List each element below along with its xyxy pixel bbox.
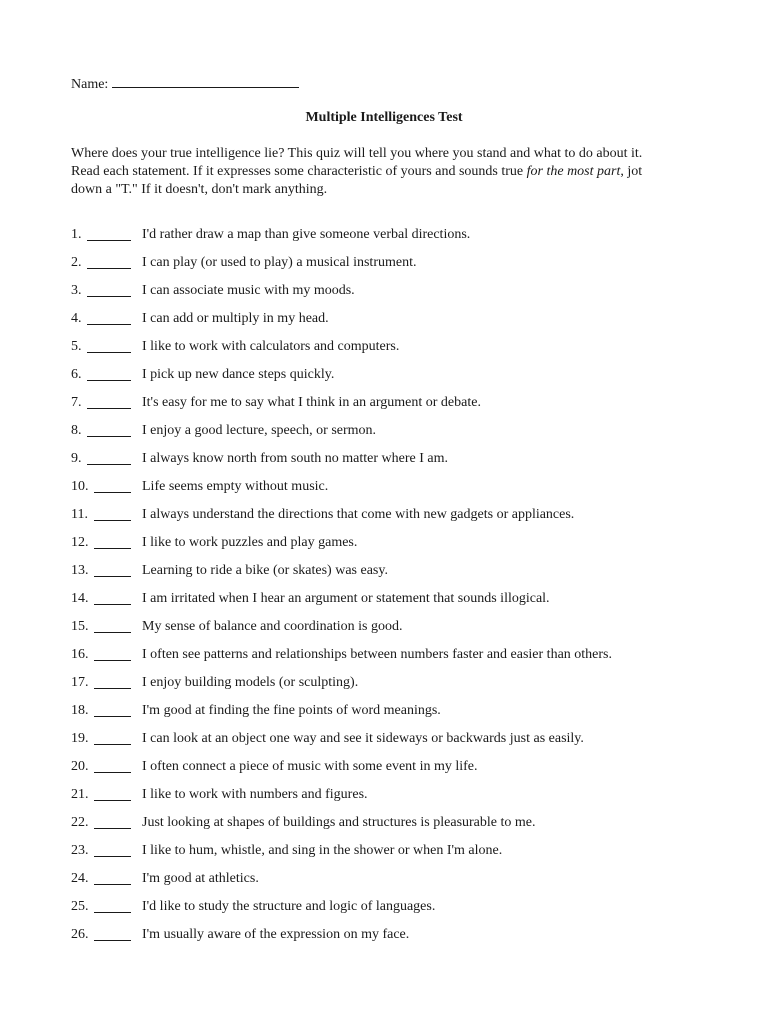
answer-blank[interactable] bbox=[87, 268, 131, 269]
list-item bbox=[71, 562, 731, 590]
item-number: 3. bbox=[71, 283, 82, 298]
item-number: 18. bbox=[71, 703, 89, 718]
name-row bbox=[71, 74, 299, 93]
intro-line-1: Where does your true intelligence lie? This quiz will tell you where you stand and what to do about it. bbox=[71, 146, 643, 161]
list-item bbox=[71, 870, 731, 898]
statement-list bbox=[71, 226, 731, 954]
item-number: 5. bbox=[71, 339, 82, 354]
item-statement: I enjoy building models (or sculpting). bbox=[142, 675, 359, 690]
list-item bbox=[71, 730, 731, 758]
answer-blank[interactable] bbox=[94, 912, 131, 913]
list-item bbox=[71, 842, 731, 870]
item-number: 4. bbox=[71, 311, 82, 326]
item-statement: I like to work puzzles and play games. bbox=[142, 535, 358, 550]
answer-blank[interactable] bbox=[87, 380, 131, 381]
item-number: 1. bbox=[71, 227, 82, 242]
answer-blank[interactable] bbox=[94, 940, 131, 941]
answer-blank[interactable] bbox=[94, 744, 131, 745]
answer-blank[interactable] bbox=[87, 240, 131, 241]
item-number: 23. bbox=[71, 843, 89, 858]
item-number: 26. bbox=[71, 927, 89, 942]
item-statement: I can look at an object one way and see it sideways or backwards just as easily. bbox=[142, 731, 584, 746]
list-item bbox=[71, 814, 731, 842]
item-statement: Learning to ride a bike (or skates) was easy. bbox=[142, 563, 388, 578]
intro-line-2 bbox=[71, 163, 711, 181]
list-item bbox=[71, 534, 731, 562]
answer-blank[interactable] bbox=[87, 436, 131, 437]
item-number: 25. bbox=[71, 899, 89, 914]
list-item bbox=[71, 310, 731, 338]
item-number: 22. bbox=[71, 815, 89, 830]
page-title: Multiple Intelligences Test bbox=[305, 110, 463, 125]
answer-blank[interactable] bbox=[94, 632, 131, 633]
item-statement: I can associate music with my moods. bbox=[142, 283, 355, 298]
list-item bbox=[71, 786, 731, 814]
item-statement: I'd like to study the structure and logic of languages. bbox=[142, 899, 436, 914]
answer-blank[interactable] bbox=[94, 548, 131, 549]
item-statement: I always know north from south no matter where I am. bbox=[142, 451, 448, 466]
item-number: 19. bbox=[71, 731, 89, 746]
answer-blank[interactable] bbox=[94, 492, 131, 493]
item-statement: It's easy for me to say what I think in an argument or debate. bbox=[142, 395, 481, 410]
list-item bbox=[71, 450, 731, 478]
item-number: 8. bbox=[71, 423, 82, 438]
answer-blank[interactable] bbox=[87, 464, 131, 465]
answer-blank[interactable] bbox=[94, 576, 131, 577]
list-item bbox=[71, 338, 731, 366]
intro-paragraph bbox=[71, 145, 711, 199]
list-item bbox=[71, 366, 731, 394]
item-statement: I always understand the directions that come with new gadgets or appliances. bbox=[142, 507, 575, 522]
list-item bbox=[71, 702, 731, 730]
answer-blank[interactable] bbox=[94, 688, 131, 689]
item-number: 11. bbox=[71, 507, 88, 522]
intro-line-2-end: , jot bbox=[620, 164, 643, 179]
list-item bbox=[71, 226, 731, 254]
answer-blank[interactable] bbox=[94, 772, 131, 773]
list-item bbox=[71, 282, 731, 310]
answer-blank[interactable] bbox=[94, 856, 131, 857]
list-item bbox=[71, 478, 731, 506]
answer-blank[interactable] bbox=[94, 828, 131, 829]
item-statement: I like to work with calculators and computers. bbox=[142, 339, 400, 354]
list-item bbox=[71, 646, 731, 674]
list-item bbox=[71, 254, 731, 282]
item-statement: I'm good at finding the fine points of word meanings. bbox=[142, 703, 441, 718]
list-item bbox=[71, 422, 731, 450]
answer-blank[interactable] bbox=[94, 800, 131, 801]
answer-blank[interactable] bbox=[87, 324, 131, 325]
list-item bbox=[71, 506, 731, 534]
intro-line-3: down a "T." If it doesn't, don't mark anything. bbox=[71, 182, 328, 197]
item-statement: I like to hum, whistle, and sing in the shower or when I'm alone. bbox=[142, 843, 503, 858]
item-statement: I can add or multiply in my head. bbox=[142, 311, 329, 326]
item-statement: I'd rather draw a map than give someone verbal directions. bbox=[142, 227, 471, 242]
list-item bbox=[71, 926, 731, 954]
intro-emphasis: for the most part bbox=[526, 164, 621, 179]
item-statement: I like to work with numbers and figures. bbox=[142, 787, 368, 802]
item-statement: Life seems empty without music. bbox=[142, 479, 329, 494]
answer-blank[interactable] bbox=[94, 660, 131, 661]
item-number: 20. bbox=[71, 759, 89, 774]
item-statement: I often see patterns and relationships between numbers faster and easier than others. bbox=[142, 647, 612, 662]
item-statement: I enjoy a good lecture, speech, or sermon. bbox=[142, 423, 377, 438]
answer-blank[interactable] bbox=[94, 884, 131, 885]
list-item bbox=[71, 758, 731, 786]
answer-blank[interactable] bbox=[87, 408, 131, 409]
item-number: 16. bbox=[71, 647, 89, 662]
item-statement: I often connect a piece of music with some event in my life. bbox=[142, 759, 478, 774]
item-number: 24. bbox=[71, 871, 89, 886]
answer-blank[interactable] bbox=[87, 352, 131, 353]
item-statement: Just looking at shapes of buildings and structures is pleasurable to me. bbox=[142, 815, 536, 830]
item-statement: My sense of balance and coordination is good. bbox=[142, 619, 403, 634]
intro-line-2-start: Read each statement. If it expresses some characteristic of yours and sounds true bbox=[71, 164, 527, 179]
list-item bbox=[71, 898, 731, 926]
item-statement: I am irritated when I hear an argument or statement that sounds illogical. bbox=[142, 591, 550, 606]
item-number: 15. bbox=[71, 619, 89, 634]
name-label: Name: bbox=[71, 77, 109, 92]
name-blank[interactable] bbox=[112, 74, 299, 88]
item-number: 12. bbox=[71, 535, 89, 550]
item-number: 21. bbox=[71, 787, 89, 802]
answer-blank[interactable] bbox=[94, 520, 131, 521]
item-number: 14. bbox=[71, 591, 89, 606]
answer-blank[interactable] bbox=[94, 604, 131, 605]
item-number: 9. bbox=[71, 451, 82, 466]
item-number: 7. bbox=[71, 395, 82, 410]
item-number: 2. bbox=[71, 255, 82, 270]
answer-blank[interactable] bbox=[87, 296, 131, 297]
list-item bbox=[71, 394, 731, 422]
list-item bbox=[71, 590, 731, 618]
item-statement: I pick up new dance steps quickly. bbox=[142, 367, 335, 382]
item-number: 13. bbox=[71, 563, 89, 578]
item-statement: I can play (or used to play) a musical instrument. bbox=[142, 255, 417, 270]
item-number: 10. bbox=[71, 479, 89, 494]
item-statement: I'm good at athletics. bbox=[142, 871, 259, 886]
item-number: 17. bbox=[71, 675, 89, 690]
list-item bbox=[71, 618, 731, 646]
item-number: 6. bbox=[71, 367, 82, 382]
answer-blank[interactable] bbox=[94, 716, 131, 717]
item-statement: I'm usually aware of the expression on my face. bbox=[142, 927, 410, 942]
list-item bbox=[71, 674, 731, 702]
